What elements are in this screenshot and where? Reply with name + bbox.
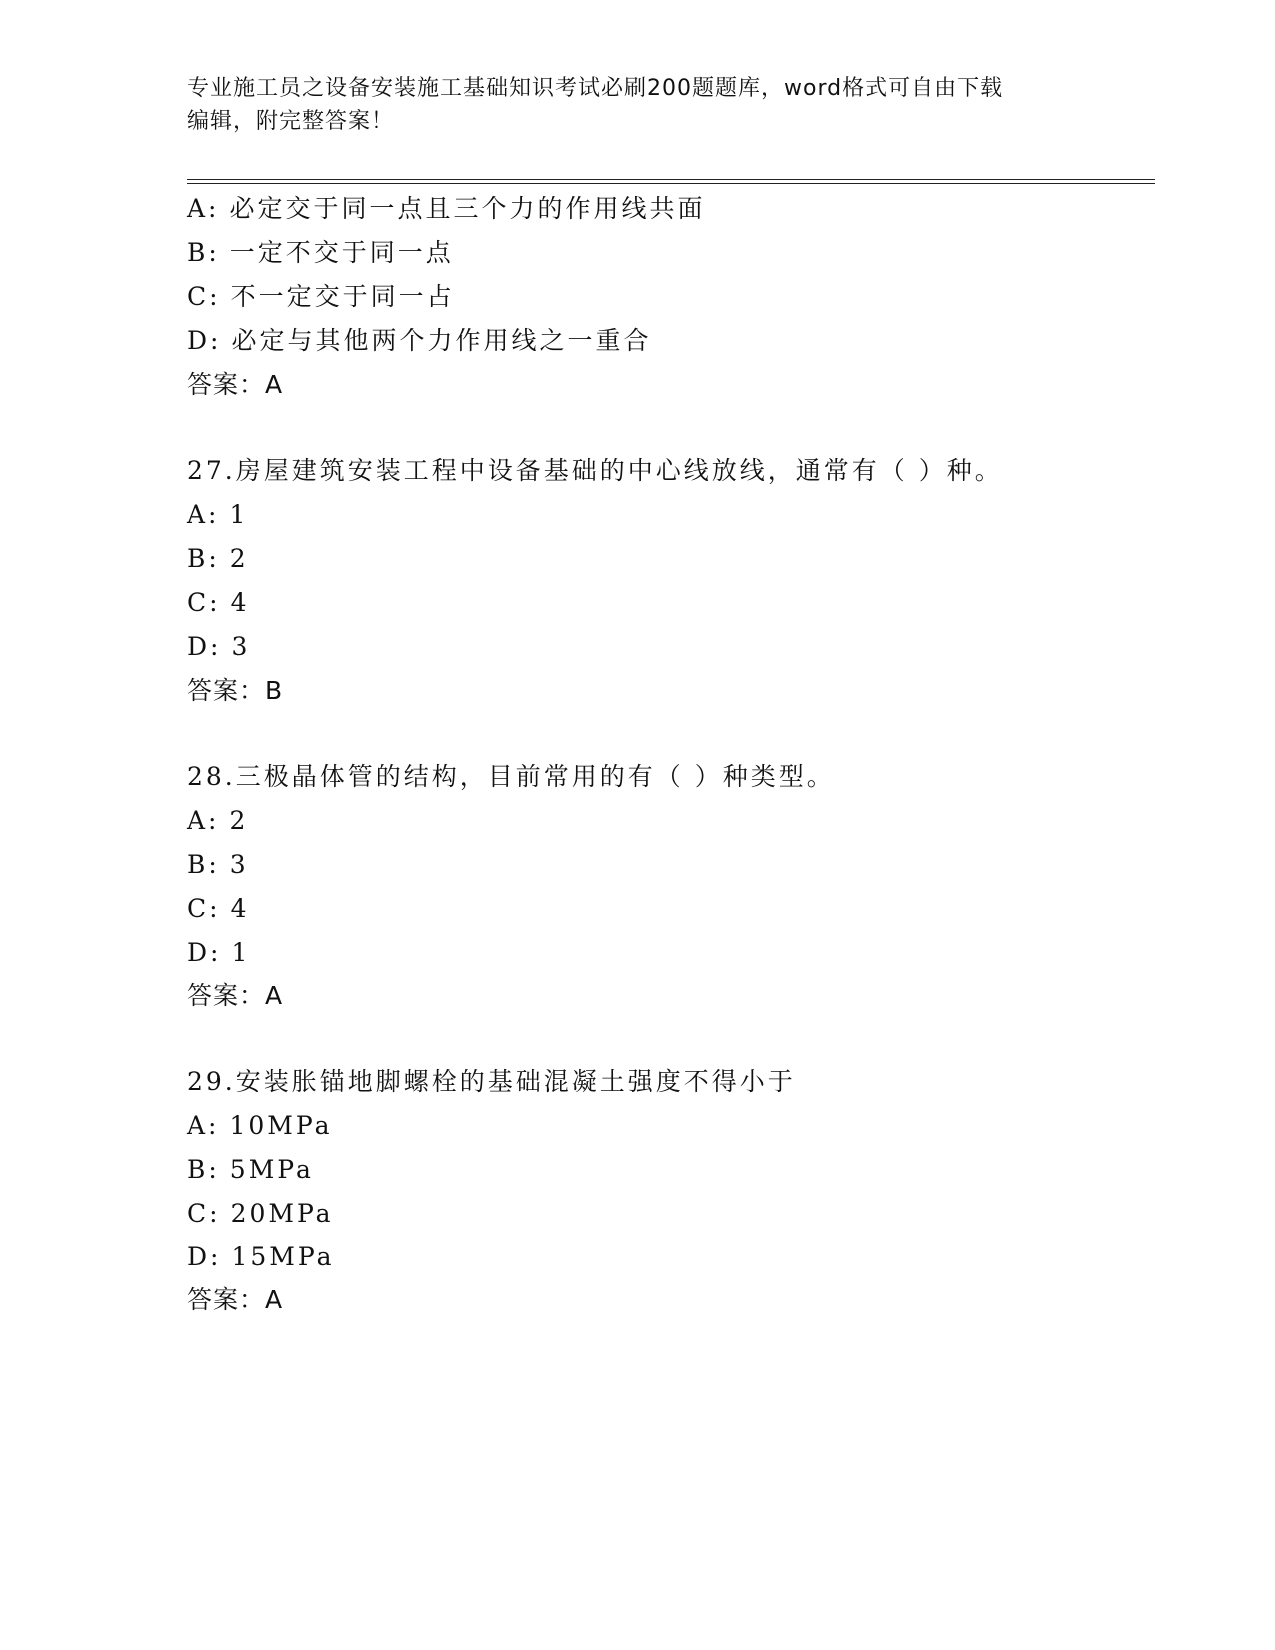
q29-answer: 答案：A [187,1285,284,1314]
option-letter: A: [187,500,220,529]
q27-option-d [187,632,250,662]
header-divider-bottom [187,183,1155,184]
option-text: 2 [229,544,249,573]
q28-option-c [187,894,249,924]
header-line-2: 编辑，附完整答案！ [187,109,395,134]
option-letter: C: [187,1199,221,1228]
option-letter: B: [187,1155,220,1184]
q28-option-b [187,850,249,880]
option-letter: D: [187,326,222,355]
option-letter: D: [187,938,222,967]
option-letter: A: [187,1111,220,1140]
option-letter: B: [187,544,220,573]
option-letter: A: [187,194,220,223]
option-text: 一定不交于同一点 [229,238,454,267]
option-letter: C: [187,588,221,617]
option-text: 1 [231,938,251,967]
option-letter: A: [187,806,220,835]
q28-question: 28.三极晶体管的结构，目前常用的有（ ）种类型。 [187,762,835,791]
option-text: 1 [229,500,249,529]
option-letter: B: [187,850,220,879]
q26-answer: 答案：A [187,370,284,399]
option-text: 20MPa [230,1199,334,1228]
q27-option-c [187,588,249,618]
option-text: 不一定交于同一占 [230,282,455,311]
q27-option-b [187,544,249,574]
q29-option-d [187,1242,334,1272]
option-text: 必定交于同一点且三个力的作用线共面 [229,194,706,223]
q26-option-c [187,282,455,312]
option-letter: C: [187,894,221,923]
option-text: 5MPa [229,1155,314,1184]
option-text: 2 [229,806,249,835]
q28-answer: 答案：A [187,981,284,1010]
q29-option-b [187,1155,314,1185]
q26-option-a [187,194,706,224]
option-text: 3 [229,850,249,879]
header-divider-top [187,179,1155,180]
option-text: 15MPa [231,1242,335,1271]
q26-option-d [187,326,651,356]
q29-option-c [187,1199,334,1229]
q27-option-a [187,500,248,530]
q27-answer: 答案：B [187,676,284,705]
option-letter: D: [187,1242,222,1271]
q27-question: 27.房屋建筑安装工程中设备基础的中心线放线，通常有（ ）种。 [187,456,1003,485]
q28-option-a [187,806,248,836]
option-letter: D: [187,632,222,661]
q28-option-d [187,938,250,968]
option-text: 10MPa [229,1111,333,1140]
option-text: 必定与其他两个力作用线之一重合 [231,326,652,355]
option-letter: B: [187,238,220,267]
q29-question: 29.安装胀锚地脚螺栓的基础混凝土强度不得小于 [187,1067,796,1096]
document-header [187,72,1087,138]
option-text: 3 [231,632,251,661]
option-text: 4 [230,894,250,923]
option-letter: C: [187,282,221,311]
q29-option-a [187,1111,333,1141]
q26-option-b [187,238,454,268]
option-text: 4 [230,588,250,617]
header-line-1: 专业施工员之设备安装施工基础知识考试必刷200题题库，word格式可自由下载 [187,76,1004,101]
